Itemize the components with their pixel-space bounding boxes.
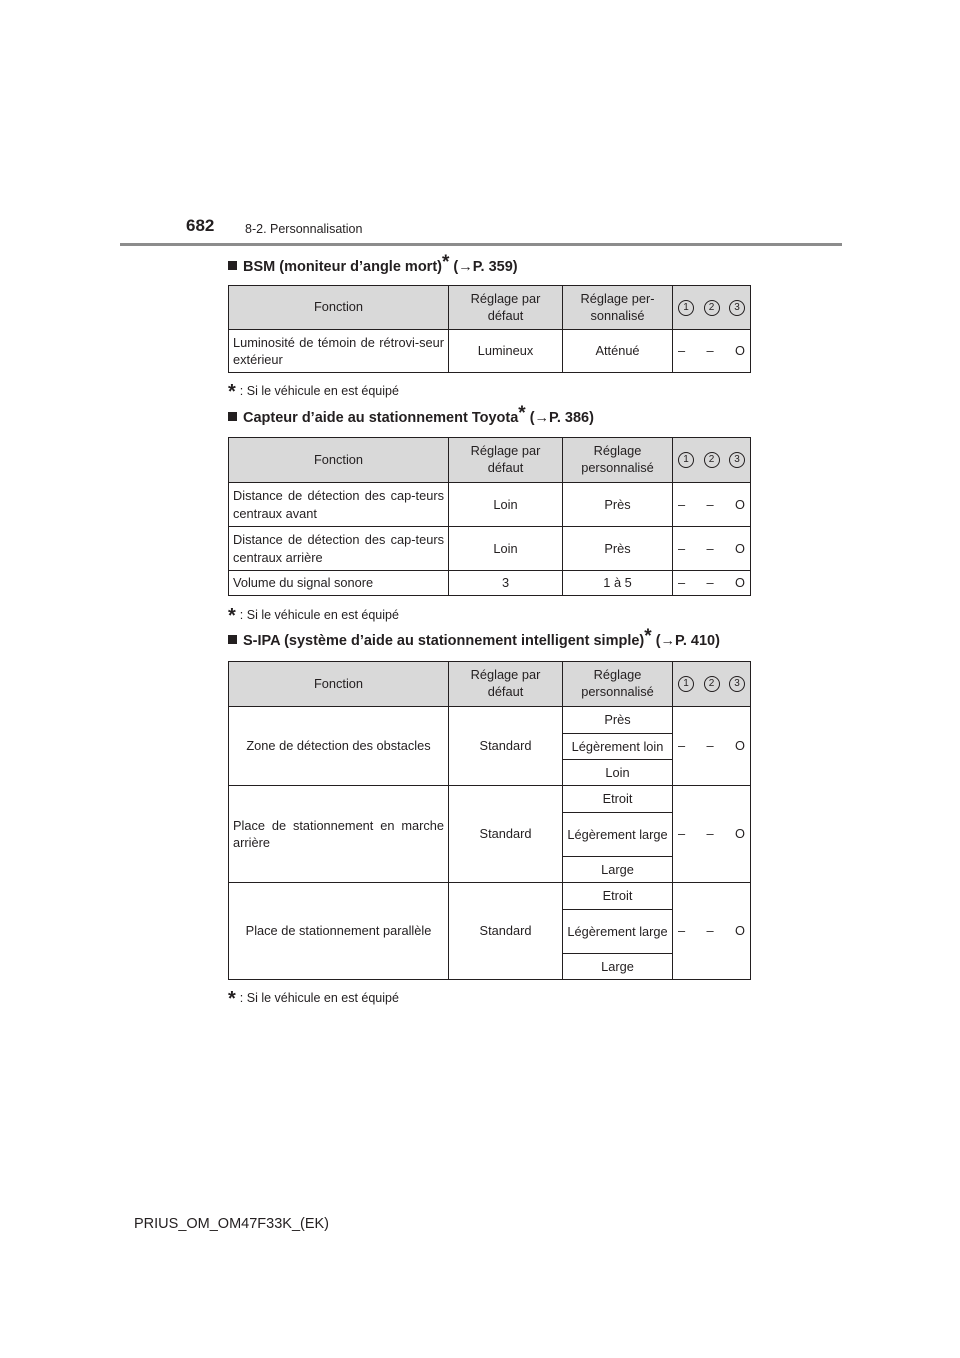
mark-3: O xyxy=(735,343,745,359)
custom-cell: Près xyxy=(563,483,673,527)
asterisk-icon: * xyxy=(644,626,652,647)
circled-three-icon: 3 xyxy=(729,452,745,468)
mark-3: O xyxy=(735,923,745,939)
mark-1: – xyxy=(678,738,686,754)
table-row xyxy=(229,571,751,596)
option-cell: Légèrement large xyxy=(563,910,673,954)
option-cell: Légèrement large xyxy=(563,813,673,857)
page-number: 682 xyxy=(186,216,215,235)
mark-1: – xyxy=(678,826,686,842)
option-cell: Etroit xyxy=(563,883,673,910)
options-table-s-ipa xyxy=(228,661,751,980)
circled-three-icon: 3 xyxy=(729,676,745,692)
mark-1: – xyxy=(678,343,686,359)
mark-2: – xyxy=(706,540,714,556)
mark-3: O xyxy=(735,738,745,754)
page-reference-link[interactable]: (→P. 410) xyxy=(655,633,720,649)
footnote xyxy=(228,985,399,1008)
function-cell: Zone de détection des obstacles xyxy=(229,707,449,786)
circled-one-icon: 1 xyxy=(678,300,694,316)
mark-3: O xyxy=(735,496,745,512)
column-header: Réglage par défaut xyxy=(449,662,563,707)
square-bullet-icon xyxy=(228,412,237,421)
circled-one-icon: 1 xyxy=(678,676,694,692)
table-row xyxy=(229,883,751,910)
default-cell: Standard xyxy=(449,707,563,786)
default-cell: Loin xyxy=(449,527,563,571)
mark-2: – xyxy=(706,738,714,754)
asterisk-icon: * xyxy=(228,605,236,627)
section-heading-bsm xyxy=(228,252,518,277)
default-cell: 3 xyxy=(449,571,563,596)
marks-cell xyxy=(673,786,751,883)
function-cell: Place de stationnement en marche arrière xyxy=(229,786,449,883)
marks-cell xyxy=(673,883,751,980)
option-cell: Large xyxy=(563,954,673,980)
function-cell: Distance de détection des cap-teurs centraux avant xyxy=(229,483,449,527)
column-header: Fonction xyxy=(229,286,449,330)
section-heading-s-ipa xyxy=(228,626,720,651)
heading-title: S-IPA (système d’aide au stationnement intelligent simple) xyxy=(243,633,645,649)
table-header-row xyxy=(229,662,751,707)
mark-2: – xyxy=(706,826,714,842)
header-rule xyxy=(120,243,842,246)
marks-cell xyxy=(673,571,751,596)
custom-cell: Atténué xyxy=(563,330,673,373)
mark-3: O xyxy=(735,826,745,842)
default-cell: Standard xyxy=(449,786,563,883)
mark-1: – xyxy=(678,496,686,512)
column-header: Réglage par défaut xyxy=(449,286,563,330)
column-header: Fonction xyxy=(229,438,449,483)
heading-title: Capteur d’aide au stationnement Toyota xyxy=(243,410,519,426)
asterisk-icon: * xyxy=(518,403,526,424)
option-cell: Etroit xyxy=(563,786,673,813)
mark-1: – xyxy=(678,923,686,939)
function-cell: Distance de détection des cap-teurs centraux arrière xyxy=(229,527,449,571)
circled-one-icon: 1 xyxy=(678,452,694,468)
default-cell: Standard xyxy=(449,883,563,980)
marks-cell xyxy=(673,483,751,527)
option-cell: Légèrement loin xyxy=(563,734,673,760)
footnote-text: : Si le véhicule en est équipé xyxy=(239,991,399,1005)
option-cell: Large xyxy=(563,857,673,883)
custom-cell: Près xyxy=(563,527,673,571)
footnote-text: : Si le véhicule en est équipé xyxy=(239,384,399,398)
option-cell: Loin xyxy=(563,760,673,786)
default-cell: Loin xyxy=(449,483,563,527)
section-label: 8-2. Personnalisation xyxy=(245,222,363,236)
mark-1: – xyxy=(678,540,686,556)
footnote xyxy=(228,378,399,401)
mark-2: – xyxy=(706,575,714,591)
mark-3: O xyxy=(735,575,745,591)
mark-2: – xyxy=(706,496,714,512)
column-header: Réglage personnalisé xyxy=(563,662,673,707)
options-table-parking-sensor xyxy=(228,437,751,596)
marks-cell xyxy=(673,707,751,786)
options-table-bsm xyxy=(228,285,751,373)
column-header-numbers xyxy=(673,438,751,483)
function-cell: Place de stationnement parallèle xyxy=(229,883,449,980)
function-cell: Luminosité de témoin de rétrovi-seur extérieur xyxy=(229,330,449,373)
circled-two-icon: 2 xyxy=(704,676,720,692)
column-header: Réglage personnalisé xyxy=(563,438,673,483)
column-header-numbers xyxy=(673,286,751,330)
circled-three-icon: 3 xyxy=(729,300,745,316)
default-cell: Lumineux xyxy=(449,330,563,373)
table-header-row xyxy=(229,438,751,483)
option-cell: Près xyxy=(563,707,673,734)
mark-3: O xyxy=(735,540,745,556)
circled-two-icon: 2 xyxy=(704,452,720,468)
table-header-row xyxy=(229,286,751,330)
mark-1: – xyxy=(678,575,686,591)
function-cell: Volume du signal sonore xyxy=(229,571,449,596)
column-header: Fonction xyxy=(229,662,449,707)
footnote xyxy=(228,602,399,625)
asterisk-icon: * xyxy=(228,381,236,403)
marks-cell xyxy=(673,527,751,571)
column-header-numbers xyxy=(673,662,751,707)
custom-cell: 1 à 5 xyxy=(563,571,673,596)
table-row xyxy=(229,330,751,373)
square-bullet-icon xyxy=(228,635,237,644)
marks-cell xyxy=(673,330,751,373)
page-reference-link[interactable]: (→P. 386) xyxy=(529,410,594,426)
table-row xyxy=(229,786,751,813)
mark-2: – xyxy=(706,923,714,939)
table-row xyxy=(229,527,751,571)
asterisk-icon: * xyxy=(228,988,236,1010)
asterisk-icon: * xyxy=(441,252,450,273)
section-heading-parking-sensor xyxy=(228,403,594,428)
footnote-text: : Si le véhicule en est équipé xyxy=(239,608,399,622)
heading-title: BSM (moniteur d’angle mort) xyxy=(243,259,442,275)
square-bullet-icon xyxy=(228,261,237,270)
column-header: Réglage par défaut xyxy=(449,438,563,483)
table-row xyxy=(229,483,751,527)
page-reference-link[interactable]: (→P. 359) xyxy=(453,259,518,275)
column-header: Réglage per-sonnalisé xyxy=(563,286,673,330)
document-code: PRIUS_OM_OM47F33K_(EK) xyxy=(134,1216,330,1232)
mark-2: – xyxy=(706,343,714,359)
circled-two-icon: 2 xyxy=(704,300,720,316)
table-row xyxy=(229,707,751,734)
